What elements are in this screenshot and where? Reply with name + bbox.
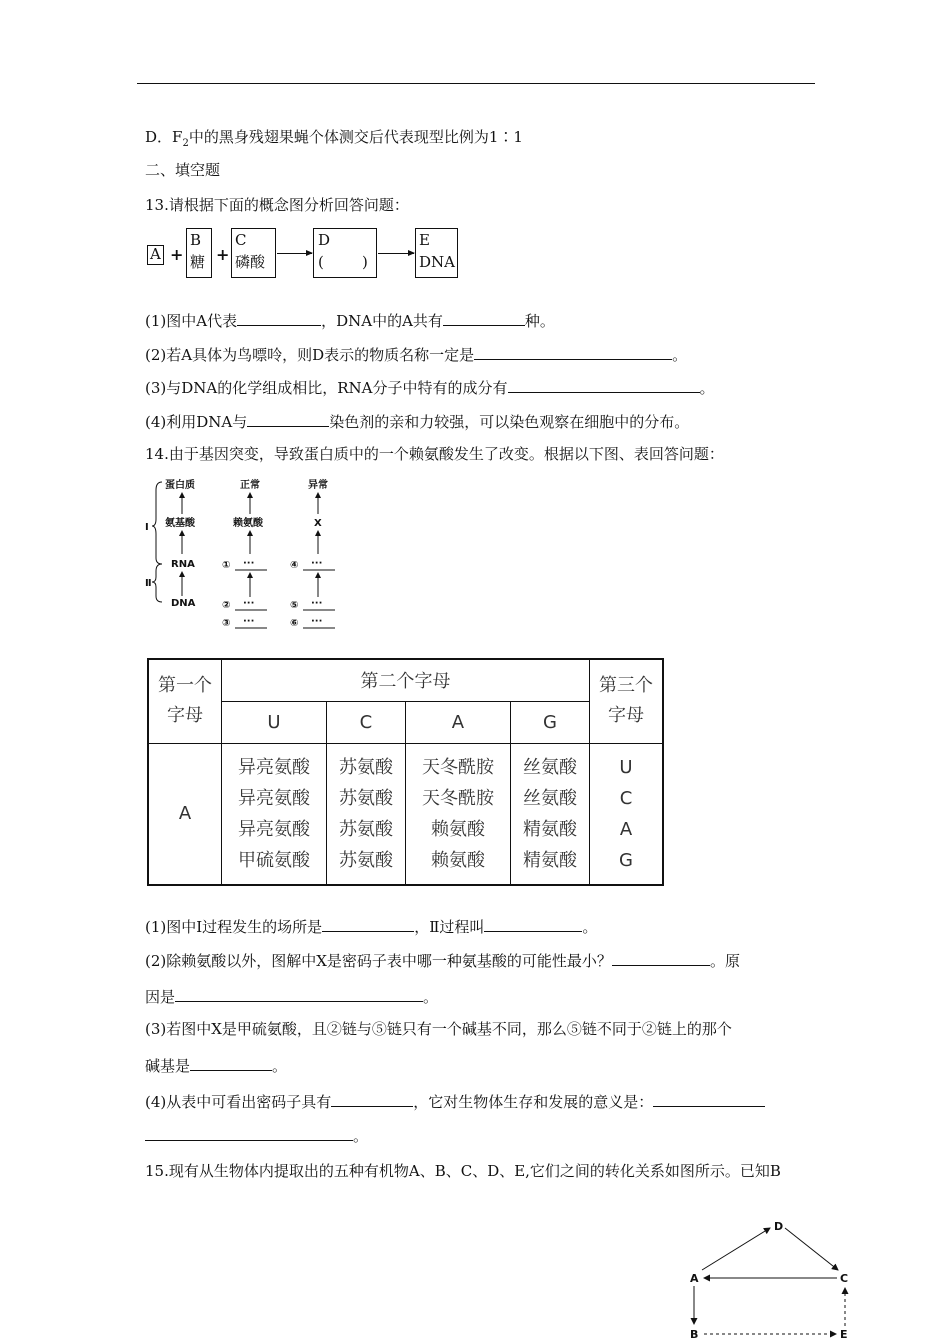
- option-d-prefix: D．F: [145, 128, 183, 146]
- answer-blank[interactable]: [322, 915, 414, 932]
- q13-part4-text-b: 染色剂的亲和力较强，可以染色观察在细胞中的分布。: [329, 413, 690, 431]
- rna-label: RNA: [171, 559, 195, 570]
- q14-part4-text-b: ，它对生物体生存和发展的意义是：: [413, 1093, 654, 1111]
- q14-part2-text-c: 因是: [145, 988, 176, 1006]
- plus-sign-2: +: [216, 245, 230, 264]
- q13-part2: [145, 343, 687, 366]
- node-a: A: [690, 1272, 699, 1285]
- row-letter-a: A: [148, 743, 222, 885]
- q14-part2-text-b: 。原: [709, 952, 740, 970]
- q13-part1: [145, 309, 555, 332]
- q14-part1: [145, 915, 597, 938]
- q13-part4: [145, 410, 689, 433]
- node-d: D: [774, 1220, 784, 1233]
- q14-part1-text-b: ，Ⅱ过程叫: [414, 918, 485, 936]
- q14-part4-text-c: 。: [353, 1127, 369, 1145]
- chain-1-label: ①: [222, 560, 231, 571]
- header-first-letter: [148, 659, 222, 743]
- question-13: 13.请根据下面的概念图分析回答问题：: [145, 196, 409, 214]
- dna-label: DNA: [171, 598, 196, 609]
- q13-part1-text-b: ，DNA中的A共有: [321, 312, 443, 330]
- header-second-letter: 第二个字母: [222, 659, 590, 701]
- chain-dots: ···: [311, 558, 323, 569]
- plus-sign-1: +: [170, 245, 184, 264]
- q13-part1-text-c: 种。: [524, 312, 555, 330]
- concept-box-c-bottom: 磷酸: [235, 253, 266, 271]
- concept-box-b: [186, 228, 212, 278]
- conversion-diagram: [680, 1212, 860, 1344]
- x-label: X: [314, 518, 322, 529]
- chain-3-label: ③: [222, 618, 231, 629]
- node-e: E: [840, 1328, 848, 1341]
- q14-part3: (3)若图中X是甲硫氨酸，且②链与⑤链只有一个碱基不同，那么⑤链不同于②链上的那个: [145, 1020, 732, 1038]
- answer-blank[interactable]: [175, 985, 423, 1002]
- codon-table: [147, 658, 664, 886]
- amino-acid-label: 氨基酸: [165, 518, 195, 529]
- option-d: [145, 126, 523, 155]
- option-d-subscript: 2: [182, 138, 189, 149]
- chain-4-label: ④: [290, 560, 299, 571]
- concept-box-c-top: C: [235, 231, 247, 249]
- chain-dots: ···: [311, 598, 323, 609]
- protein-label: 蛋白质: [165, 480, 195, 491]
- lysine-label: 赖氨酸: [233, 518, 263, 529]
- q14-part1-text-a: (1)图中Ⅰ过程发生的场所是: [145, 918, 323, 936]
- cell-third-letter: U C A G: [590, 743, 664, 885]
- concept-box-b-bottom: 糖: [190, 253, 206, 271]
- concept-box-e-top: E: [419, 231, 430, 249]
- q13-part3: [145, 376, 715, 399]
- chain-6-label: ⑥: [290, 618, 299, 629]
- arrow-a-to-d: [702, 1228, 770, 1270]
- q14-part1-text-c: 。: [582, 918, 598, 936]
- q14-part4-text-a: (4)从表中可看出密码子具有: [145, 1093, 332, 1111]
- q14-part2-text-d: 。: [423, 988, 439, 1006]
- node-b: B: [690, 1328, 699, 1341]
- answer-blank[interactable]: [145, 1124, 353, 1141]
- node-c: C: [840, 1272, 849, 1285]
- chain-dots: ···: [311, 616, 323, 627]
- chain-5-label: ⑤: [290, 600, 299, 611]
- normal-label: 正常: [240, 480, 260, 491]
- concept-box-c: [231, 228, 276, 278]
- answer-blank[interactable]: [508, 376, 700, 393]
- cell-col-c: 苏氨酸 苏氨酸 苏氨酸 苏氨酸: [326, 743, 405, 885]
- q14-part2-cont: [145, 985, 438, 1008]
- arrow-d-to-c: [785, 1228, 838, 1270]
- concept-box-e: [415, 228, 458, 278]
- abnormal-label: 异常: [308, 480, 328, 491]
- header-first-letter-text: 第一个字母: [158, 675, 212, 727]
- answer-blank[interactable]: [653, 1090, 765, 1107]
- header-third-letter: [590, 659, 664, 743]
- concept-box-b-top: B: [190, 231, 202, 249]
- option-d-text: 中的黑身残翅果蝇个体测交后代表现型比例为1∶1: [188, 128, 523, 146]
- chain-dots: ···: [243, 598, 255, 609]
- col-header-a: A: [406, 701, 511, 743]
- q13-part1-text-a: (1)图中A代表: [145, 312, 238, 330]
- header-rule: [137, 83, 815, 84]
- bracket-stage2: [152, 564, 162, 602]
- q14-part3-cont: [145, 1054, 287, 1077]
- answer-blank[interactable]: [331, 1090, 413, 1107]
- cell-col-g: 丝氨酸 丝氨酸 精氨酸 精氨酸: [510, 743, 589, 885]
- chain-2-label: ②: [222, 600, 231, 611]
- cell-col-a: 天冬酰胺 天冬酰胺 赖氨酸 赖氨酸: [406, 743, 511, 885]
- header-third-letter-text: 第三个字母: [599, 675, 653, 727]
- q13-part3-text-a: (3)与DNA的化学组成相比，RNA分子中特有的成分有: [145, 379, 508, 397]
- col-header-u: U: [222, 701, 327, 743]
- answer-blank[interactable]: [612, 949, 710, 966]
- arrow-c-to-d: [277, 253, 312, 254]
- q13-part2-text-b: 。: [672, 346, 688, 364]
- question-14: 14.由于基因突变，导致蛋白质中的一个赖氨酸发生了改变。根据以下图、表回答问题：: [145, 445, 724, 463]
- concept-box-d-top: D: [318, 231, 331, 249]
- q13-part4-text-a: (4)利用DNA与: [145, 413, 248, 431]
- process-diagram: [145, 474, 345, 634]
- q14-part3-text-b: 碱基是: [145, 1057, 191, 1075]
- stage-1-label: Ⅰ: [145, 522, 149, 533]
- concept-box-e-bottom: DNA: [419, 253, 455, 271]
- concept-box-d: [313, 228, 377, 278]
- answer-blank[interactable]: [474, 343, 672, 360]
- stage-2-label: Ⅱ: [145, 578, 152, 589]
- bracket-stage1: [152, 482, 162, 564]
- q13-part3-text-b: 。: [699, 379, 715, 397]
- q14-part4: [145, 1090, 765, 1113]
- col-header-g: G: [510, 701, 589, 743]
- question-15: 15.现有从生物体内提取出的五种有机物A、B、C、D、E,它们之间的转化关系如图所示。已知B: [145, 1162, 781, 1180]
- chain-dots: ···: [243, 558, 255, 569]
- answer-blank[interactable]: [484, 915, 582, 932]
- concept-box-a: A: [147, 245, 164, 265]
- answer-blank[interactable]: [190, 1054, 272, 1071]
- arrow-d-to-e: [378, 253, 414, 254]
- section-title: 二、填空题: [145, 161, 221, 179]
- answer-blank[interactable]: [237, 309, 321, 326]
- cell-col-u: 异亮氨酸 异亮氨酸 异亮氨酸 甲硫氨酸: [222, 743, 327, 885]
- q14-part2-text-a: (2)除赖氨酸以外，图解中X是密码子表中哪一种氨基酸的可能性最小？: [145, 952, 612, 970]
- q14-part3-text-c: 。: [272, 1057, 288, 1075]
- answer-blank[interactable]: [247, 410, 329, 427]
- q14-part4-cont: [145, 1124, 368, 1147]
- concept-box-d-bottom: ( ): [318, 253, 368, 271]
- col-header-c: C: [326, 701, 405, 743]
- q14-part2: [145, 949, 740, 972]
- answer-blank[interactable]: [443, 309, 525, 326]
- q13-part2-text-a: (2)若A具体为鸟嘌呤，则D表示的物质名称一定是: [145, 346, 475, 364]
- chain-dots: ···: [243, 616, 255, 627]
